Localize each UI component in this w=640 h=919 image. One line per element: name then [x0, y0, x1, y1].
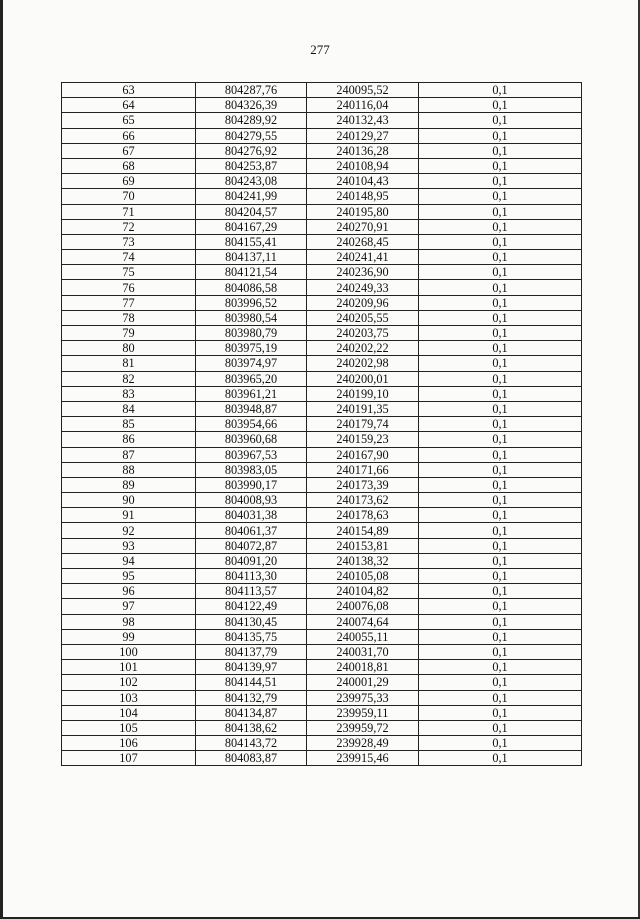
- point-number-cell: 107: [62, 751, 196, 766]
- table-row: [62, 705, 582, 720]
- y-coordinate-cell: 240031,70: [307, 644, 419, 659]
- accuracy-cell: 0,1: [419, 401, 582, 416]
- accuracy-cell: 0,1: [419, 386, 582, 401]
- accuracy-cell: 0,1: [419, 508, 582, 523]
- point-number-cell: 80: [62, 341, 196, 356]
- point-number-cell: 74: [62, 250, 196, 265]
- accuracy-cell: 0,1: [419, 614, 582, 629]
- point-number-cell: 66: [62, 128, 196, 143]
- accuracy-cell: 0,1: [419, 644, 582, 659]
- table-row: [62, 128, 582, 143]
- table-row: [62, 189, 582, 204]
- accuracy-cell: 0,1: [419, 447, 582, 462]
- x-coordinate-cell: 804279,55: [196, 128, 307, 143]
- point-number-cell: 76: [62, 280, 196, 295]
- x-coordinate-cell: 803967,53: [196, 447, 307, 462]
- table-row: [62, 341, 582, 356]
- x-coordinate-cell: 804276,92: [196, 143, 307, 158]
- table-row: [62, 417, 582, 432]
- y-coordinate-cell: 240001,29: [307, 675, 419, 690]
- coordinates-table-body: [62, 83, 582, 766]
- accuracy-cell: 0,1: [419, 690, 582, 705]
- point-number-cell: 104: [62, 705, 196, 720]
- y-coordinate-cell: 240249,33: [307, 280, 419, 295]
- y-coordinate-cell: 240167,90: [307, 447, 419, 462]
- table-row: [62, 234, 582, 249]
- table-row: [62, 158, 582, 173]
- point-number-cell: 87: [62, 447, 196, 462]
- point-number-cell: 82: [62, 371, 196, 386]
- point-number-cell: 64: [62, 98, 196, 113]
- x-coordinate-cell: 804134,87: [196, 705, 307, 720]
- table-row: [62, 493, 582, 508]
- accuracy-cell: 0,1: [419, 295, 582, 310]
- accuracy-cell: 0,1: [419, 280, 582, 295]
- x-coordinate-cell: 804137,79: [196, 644, 307, 659]
- y-coordinate-cell: 240195,80: [307, 204, 419, 219]
- y-coordinate-cell: 240055,11: [307, 629, 419, 644]
- accuracy-cell: 0,1: [419, 83, 582, 98]
- table-row: [62, 401, 582, 416]
- page-number: 277: [310, 42, 330, 57]
- x-coordinate-cell: 804135,75: [196, 629, 307, 644]
- table-row: [62, 83, 582, 98]
- table-row: [62, 477, 582, 492]
- point-number-cell: 99: [62, 629, 196, 644]
- y-coordinate-cell: 240178,63: [307, 508, 419, 523]
- y-coordinate-cell: 240268,45: [307, 234, 419, 249]
- accuracy-cell: 0,1: [419, 128, 582, 143]
- y-coordinate-cell: 240203,75: [307, 326, 419, 341]
- x-coordinate-cell: 804144,51: [196, 675, 307, 690]
- accuracy-cell: 0,1: [419, 538, 582, 553]
- table-row: [62, 98, 582, 113]
- table-row: [62, 644, 582, 659]
- y-coordinate-cell: 240171,66: [307, 462, 419, 477]
- point-number-cell: 81: [62, 356, 196, 371]
- table-row: [62, 356, 582, 371]
- y-coordinate-cell: 240104,43: [307, 174, 419, 189]
- y-coordinate-cell: 240095,52: [307, 83, 419, 98]
- table-row: [62, 584, 582, 599]
- y-coordinate-cell: 240116,04: [307, 98, 419, 113]
- accuracy-cell: 0,1: [419, 720, 582, 735]
- x-coordinate-cell: 803965,20: [196, 371, 307, 386]
- y-coordinate-cell: 240129,27: [307, 128, 419, 143]
- y-coordinate-cell: 239975,33: [307, 690, 419, 705]
- point-number-cell: 70: [62, 189, 196, 204]
- y-coordinate-cell: 240105,08: [307, 569, 419, 584]
- table-row: [62, 204, 582, 219]
- point-number-cell: 98: [62, 614, 196, 629]
- x-coordinate-cell: 804086,58: [196, 280, 307, 295]
- accuracy-cell: 0,1: [419, 174, 582, 189]
- point-number-cell: 68: [62, 158, 196, 173]
- point-number-cell: 95: [62, 569, 196, 584]
- accuracy-cell: 0,1: [419, 599, 582, 614]
- point-number-cell: 105: [62, 720, 196, 735]
- y-coordinate-cell: 239915,46: [307, 751, 419, 766]
- x-coordinate-cell: 803983,05: [196, 462, 307, 477]
- table-row: [62, 523, 582, 538]
- accuracy-cell: 0,1: [419, 523, 582, 538]
- point-number-cell: 67: [62, 143, 196, 158]
- y-coordinate-cell: 240104,82: [307, 584, 419, 599]
- accuracy-cell: 0,1: [419, 189, 582, 204]
- x-coordinate-cell: 804138,62: [196, 720, 307, 735]
- accuracy-cell: 0,1: [419, 310, 582, 325]
- x-coordinate-cell: 803948,87: [196, 401, 307, 416]
- table-row: [62, 326, 582, 341]
- x-coordinate-cell: 803954,66: [196, 417, 307, 432]
- point-number-cell: 86: [62, 432, 196, 447]
- x-coordinate-cell: 804091,20: [196, 553, 307, 568]
- y-coordinate-cell: 240108,94: [307, 158, 419, 173]
- y-coordinate-cell: 240236,90: [307, 265, 419, 280]
- accuracy-cell: 0,1: [419, 477, 582, 492]
- x-coordinate-cell: 804143,72: [196, 736, 307, 751]
- accuracy-cell: 0,1: [419, 219, 582, 234]
- y-coordinate-cell: 240074,64: [307, 614, 419, 629]
- accuracy-cell: 0,1: [419, 265, 582, 280]
- table-row: [62, 310, 582, 325]
- point-number-cell: 69: [62, 174, 196, 189]
- coordinates-table: [61, 82, 582, 766]
- point-number-cell: 83: [62, 386, 196, 401]
- x-coordinate-cell: 804121,54: [196, 265, 307, 280]
- point-number-cell: 63: [62, 83, 196, 98]
- point-number-cell: 96: [62, 584, 196, 599]
- y-coordinate-cell: 240173,39: [307, 477, 419, 492]
- point-number-cell: 65: [62, 113, 196, 128]
- y-coordinate-cell: 240153,81: [307, 538, 419, 553]
- y-coordinate-cell: 239959,72: [307, 720, 419, 735]
- y-coordinate-cell: 240136,28: [307, 143, 419, 158]
- x-coordinate-cell: 804072,87: [196, 538, 307, 553]
- table-row: [62, 219, 582, 234]
- accuracy-cell: 0,1: [419, 660, 582, 675]
- table-row: [62, 371, 582, 386]
- accuracy-cell: 0,1: [419, 736, 582, 751]
- point-number-cell: 72: [62, 219, 196, 234]
- y-coordinate-cell: 240270,91: [307, 219, 419, 234]
- point-number-cell: 93: [62, 538, 196, 553]
- x-coordinate-cell: 804167,29: [196, 219, 307, 234]
- y-coordinate-cell: 240205,55: [307, 310, 419, 325]
- accuracy-cell: 0,1: [419, 751, 582, 766]
- table-row: [62, 629, 582, 644]
- y-coordinate-cell: 240148,95: [307, 189, 419, 204]
- accuracy-cell: 0,1: [419, 675, 582, 690]
- x-coordinate-cell: 803974,97: [196, 356, 307, 371]
- x-coordinate-cell: 803980,79: [196, 326, 307, 341]
- y-coordinate-cell: 240241,41: [307, 250, 419, 265]
- x-coordinate-cell: 804241,99: [196, 189, 307, 204]
- x-coordinate-cell: 804326,39: [196, 98, 307, 113]
- accuracy-cell: 0,1: [419, 569, 582, 584]
- x-coordinate-cell: 803975,19: [196, 341, 307, 356]
- table-row: [62, 690, 582, 705]
- x-coordinate-cell: 803990,17: [196, 477, 307, 492]
- x-coordinate-cell: 803960,68: [196, 432, 307, 447]
- accuracy-cell: 0,1: [419, 204, 582, 219]
- y-coordinate-cell: 240191,35: [307, 401, 419, 416]
- point-number-cell: 91: [62, 508, 196, 523]
- table-row: [62, 599, 582, 614]
- accuracy-cell: 0,1: [419, 158, 582, 173]
- accuracy-cell: 0,1: [419, 432, 582, 447]
- y-coordinate-cell: 240154,89: [307, 523, 419, 538]
- y-coordinate-cell: 240018,81: [307, 660, 419, 675]
- y-coordinate-cell: 240138,32: [307, 553, 419, 568]
- point-number-cell: 78: [62, 310, 196, 325]
- x-coordinate-cell: 804008,93: [196, 493, 307, 508]
- point-number-cell: 79: [62, 326, 196, 341]
- y-coordinate-cell: 239959,11: [307, 705, 419, 720]
- x-coordinate-cell: 804130,45: [196, 614, 307, 629]
- table-row: [62, 553, 582, 568]
- accuracy-cell: 0,1: [419, 493, 582, 508]
- table-row: [62, 432, 582, 447]
- table-row: [62, 113, 582, 128]
- y-coordinate-cell: 240199,10: [307, 386, 419, 401]
- x-coordinate-cell: 804139,97: [196, 660, 307, 675]
- table-row: [62, 295, 582, 310]
- accuracy-cell: 0,1: [419, 143, 582, 158]
- accuracy-cell: 0,1: [419, 417, 582, 432]
- accuracy-cell: 0,1: [419, 371, 582, 386]
- x-coordinate-cell: 803980,54: [196, 310, 307, 325]
- point-number-cell: 71: [62, 204, 196, 219]
- y-coordinate-cell: 240200,01: [307, 371, 419, 386]
- point-number-cell: 85: [62, 417, 196, 432]
- point-number-cell: 100: [62, 644, 196, 659]
- accuracy-cell: 0,1: [419, 462, 582, 477]
- y-coordinate-cell: 240209,96: [307, 295, 419, 310]
- accuracy-cell: 0,1: [419, 341, 582, 356]
- x-coordinate-cell: 804289,92: [196, 113, 307, 128]
- table-row: [62, 508, 582, 523]
- point-number-cell: 92: [62, 523, 196, 538]
- point-number-cell: 97: [62, 599, 196, 614]
- x-coordinate-cell: 804253,87: [196, 158, 307, 173]
- accuracy-cell: 0,1: [419, 113, 582, 128]
- y-coordinate-cell: 240159,23: [307, 432, 419, 447]
- x-coordinate-cell: 804132,79: [196, 690, 307, 705]
- table-row: [62, 250, 582, 265]
- table-row: [62, 538, 582, 553]
- point-number-cell: 75: [62, 265, 196, 280]
- point-number-cell: 89: [62, 477, 196, 492]
- table-row: [62, 569, 582, 584]
- table-row: [62, 751, 582, 766]
- accuracy-cell: 0,1: [419, 234, 582, 249]
- x-coordinate-cell: 804155,41: [196, 234, 307, 249]
- accuracy-cell: 0,1: [419, 705, 582, 720]
- table-row: [62, 614, 582, 629]
- x-coordinate-cell: 804113,57: [196, 584, 307, 599]
- x-coordinate-cell: 804031,38: [196, 508, 307, 523]
- accuracy-cell: 0,1: [419, 326, 582, 341]
- x-coordinate-cell: 803996,52: [196, 295, 307, 310]
- table-row: [62, 720, 582, 735]
- x-coordinate-cell: 804204,57: [196, 204, 307, 219]
- y-coordinate-cell: 240132,43: [307, 113, 419, 128]
- point-number-cell: 84: [62, 401, 196, 416]
- x-coordinate-cell: 804083,87: [196, 751, 307, 766]
- accuracy-cell: 0,1: [419, 629, 582, 644]
- point-number-cell: 77: [62, 295, 196, 310]
- table-row: [62, 174, 582, 189]
- y-coordinate-cell: 240173,62: [307, 493, 419, 508]
- point-number-cell: 88: [62, 462, 196, 477]
- point-number-cell: 94: [62, 553, 196, 568]
- table-row: [62, 447, 582, 462]
- point-number-cell: 101: [62, 660, 196, 675]
- y-coordinate-cell: 240202,22: [307, 341, 419, 356]
- accuracy-cell: 0,1: [419, 98, 582, 113]
- table-row: [62, 265, 582, 280]
- table-row: [62, 675, 582, 690]
- y-coordinate-cell: 239928,49: [307, 736, 419, 751]
- scan-left-edge: [0, 0, 3, 919]
- table-row: [62, 143, 582, 158]
- table-row: [62, 386, 582, 401]
- x-coordinate-cell: 804287,76: [196, 83, 307, 98]
- x-coordinate-cell: 803961,21: [196, 386, 307, 401]
- point-number-cell: 90: [62, 493, 196, 508]
- y-coordinate-cell: 240202,98: [307, 356, 419, 371]
- point-number-cell: 106: [62, 736, 196, 751]
- x-coordinate-cell: 804243,08: [196, 174, 307, 189]
- x-coordinate-cell: 804113,30: [196, 569, 307, 584]
- table-row: [62, 462, 582, 477]
- point-number-cell: 103: [62, 690, 196, 705]
- table-row: [62, 660, 582, 675]
- table-row: [62, 280, 582, 295]
- point-number-cell: 102: [62, 675, 196, 690]
- y-coordinate-cell: 240179,74: [307, 417, 419, 432]
- point-number-cell: 73: [62, 234, 196, 249]
- accuracy-cell: 0,1: [419, 356, 582, 371]
- y-coordinate-cell: 240076,08: [307, 599, 419, 614]
- table-row: [62, 736, 582, 751]
- x-coordinate-cell: 804137,11: [196, 250, 307, 265]
- x-coordinate-cell: 804061,37: [196, 523, 307, 538]
- x-coordinate-cell: 804122,49: [196, 599, 307, 614]
- accuracy-cell: 0,1: [419, 584, 582, 599]
- accuracy-cell: 0,1: [419, 553, 582, 568]
- accuracy-cell: 0,1: [419, 250, 582, 265]
